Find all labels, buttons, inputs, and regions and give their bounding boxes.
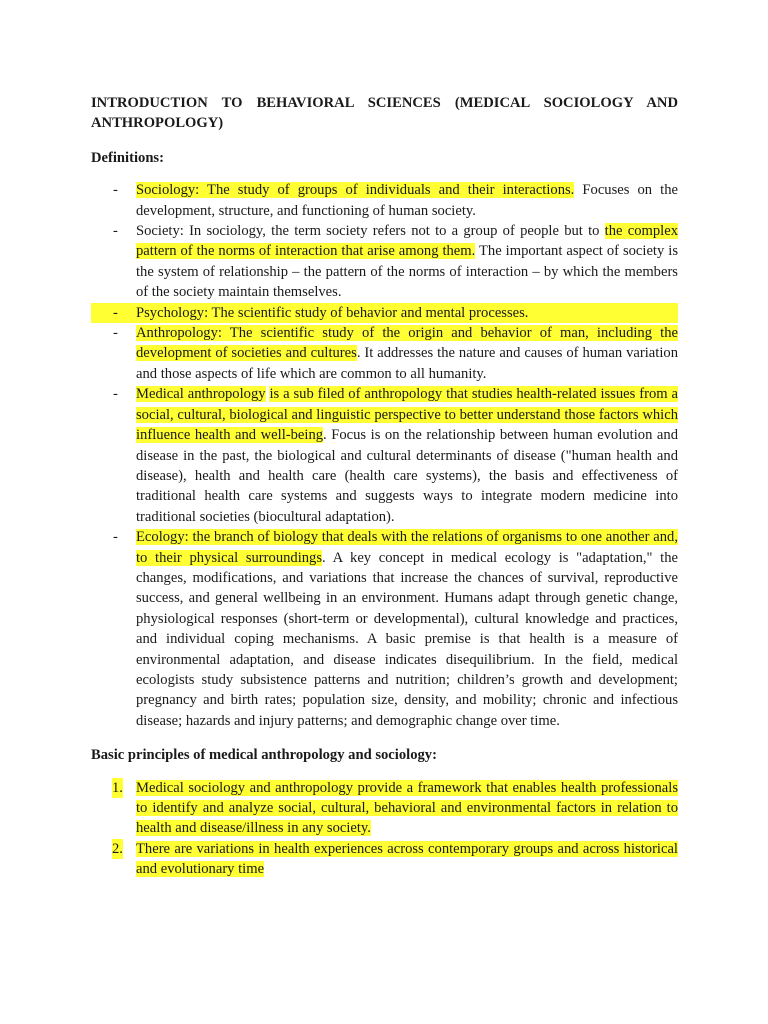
principles-list [91,778,678,880]
body-text: . It addresses the nature and causes of human variation and those aspects of life which are common to all humanity. [136,345,678,382]
body-text: Society: In sociology, the term society refers not to a group of people but to [136,223,605,240]
list-dash: - [113,529,118,546]
definition-ecology [91,527,678,731]
body-text: Focuses on the development, structure, and functioning of human society. [136,182,678,219]
list-dash: - [113,325,118,342]
highlighted-text: is a sub filed of anthropology that studies health-related issues from a social, cultural, biological and linguistic perspective to better understand those factors which influence health and well-being [136,386,678,444]
body-text: . A key concept in medical ecology is "adaptation," the changes, modifications, and variations that increase the chances of survival, reproductive success, and general wellbeing in an environment. Humans adapt through genetic change, physiological responses (short-term or developmental), cultural knowledge and practices, and individual coping mechanisms. A basic premise is that health is a measure of environmental adaptation, and disease indicates disequilibrium. In the field, medical ecologists study subsistence patterns and nutrition; children’s growth and development; pregnancy and birth rates; population size, density, and mobility; chronic and infectious disease; hazards and injury patterns; and demographic change over time. [136,549,679,729]
body-text: . Focus is on the relationship between human evolution and disease in the past, the biological and cultural determinants of disease ("human health and disease), health and health care (health care systems), the basis and effectiveness of traditional health care systems and suggests ways to integrate modern medicine into traditional societies (biocultural adaptation). [136,427,678,525]
definition-medical-anthropology [91,384,678,527]
definition-anthropology [91,323,678,384]
list-number: 2. [112,839,123,859]
highlighted-text: Sociology: The study of groups of individuals and their interactions. [136,182,575,199]
highlighted-text: the complex pattern of the norms of interaction that arise among them. [136,223,678,260]
list-number: 1. [112,778,123,798]
highlighted-line [91,303,678,323]
list-dash: - [113,182,118,199]
definition-sociology [91,180,678,221]
highlighted-text: Anthropology: The scientific study of the origin and behavior of man, including the development of societies and cultures [136,325,678,362]
list-dash: - [113,304,118,321]
definitions-heading: Definitions: [91,149,164,166]
principles-heading: Basic principles of medical anthropology and sociology: [91,747,437,764]
highlighted-text: Ecology: the branch of biology that deals with the relations of organisms to one another and, to their physical surroundings [136,529,678,566]
body-text: The important aspect of society is the system of relationship – the pattern of the norms of interaction – by which the members of the society maintain themselves. [136,243,678,301]
highlighted-text: Medical anthropology [136,386,266,403]
highlighted-text: Psychology: The scientific study of behavior and mental processes. [136,304,529,321]
definition-psychology [91,303,678,323]
principle-2 [91,839,678,880]
document-page [91,93,678,880]
highlighted-text: Medical sociology and anthropology provide a framework that enables health professionals to identify and analyze social, cultural, behavioral and environmental factors in relation to health and disease/illness in any society. [136,779,678,837]
highlighted-text: There are variations in health experiences across contemporary groups and across historical and evolutionary time [136,840,678,878]
document-title: INTRODUCTION TO BEHAVIORAL SCIENCES (MEDICAL SOCIOLOGY AND ANTHROPOLOGY) [91,95,678,132]
list-dash: - [113,223,118,240]
definitions-list [91,180,678,731]
list-dash: - [113,386,118,403]
principle-1 [91,778,678,839]
definition-society [91,221,678,303]
